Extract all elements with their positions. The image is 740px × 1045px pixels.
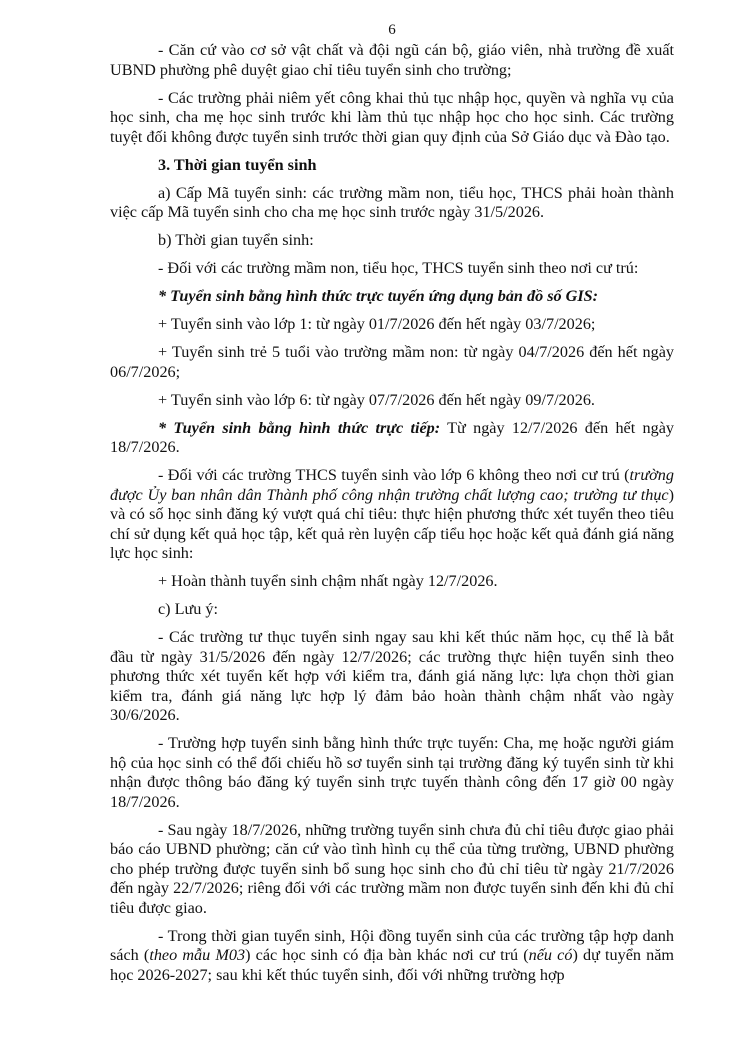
paragraph-residence-based: - Đối với các trường mầm non, tiểu học, THCS tuyển sinh theo nơi cư trú: (158, 259, 639, 277)
paragraph-private-schools: - Các trường tư thục tuyển sinh ngay sau khi kết thúc năm học, cụ thể là bắt đầu từ ngày 31/5/2026 đến ngày 12/7/2026; các trường thực hiện tuyển sinh theo phương thức xét tuyển kết hợp với kiểm tra, đánh giá năng lực: lựa chọn thời gian kiểm tra, đánh giá năng lực hợp lý đảm bảo hoàn thành chậm nhất vào ngày 30/6/2026. (110, 628, 674, 724)
paragraph-completion-deadline: + Hoàn thành tuyển sinh chậm nhất ngày 12/7/2026. (158, 572, 498, 590)
paragraph-non-residence-thcs (110, 466, 674, 564)
non-residence-text-a: - Đối với các trường THCS tuyển sinh vào lớp 6 không theo nơi cư trú ( (158, 466, 630, 484)
paragraph-admission-code: a) Cấp Mã tuyển sinh: các trường mầm non, tiểu học, THCS phải hoàn thành việc cấp Mã tuyển sinh cho cha mẹ học sinh trước ngày 31/5/2026. (110, 183, 674, 221)
paragraph-preschool-dates: + Tuyển sinh trẻ 5 tuổi vào trường mầm non: từ ngày 04/7/2026 đến hết ngày 06/7/2026; (110, 343, 674, 381)
section-heading-admission-time: 3. Thời gian tuyển sinh (158, 155, 317, 174)
direct-admission-label: * Tuyển sinh bằng hình thức trực tiếp: (158, 418, 441, 437)
non-residence-italic: trường được Ủy ban nhân dân Thành phố công nhận trường chất lượng cao; trường tư thục (110, 466, 674, 504)
paragraph-facility-basis: - Căn cứ vào cơ sở vật chất và đội ngũ cán bộ, giáo viên, nhà trường đề xuất UBND phường phê duyệt giao chỉ tiêu tuyển sinh cho trường; (110, 41, 674, 79)
council-text-c: ) dự tuyển năm học 2026-2027; sau khi kết thúc tuyển sinh, đối với những trường hợp (110, 946, 675, 984)
paragraph-online-verification: - Trường hợp tuyển sinh bằng hình thức trực tuyến: Cha, mẹ hoặc người giám hộ của học sinh có thể đối chiếu hồ sơ tuyển sinh tại trường đăng ký tuyển sinh từ khi nhận được thông báo đăng ký tuyển sinh trực tuyến thành công đến 17 giờ 00 ngày 18/7/2026. (110, 734, 674, 811)
council-italic-form: theo mẫu M03 (149, 946, 246, 964)
direct-admission-dates: Từ ngày 12/7/2026 đến hết ngày 18/7/2026. (110, 418, 675, 456)
paragraph-public-posting: - Các trường phải niêm yết công khai thủ tục nhập học, quyền và nghĩa vụ của học sinh, cha mẹ học sinh trước khi làm thủ tục nhập học cho học sinh. Các trường tuyệt đối không được tuyển sinh trước thời gian quy định của Sở Giáo dục và Đào tạo. (110, 88, 674, 146)
paragraph-grade1-dates: + Tuyển sinh vào lớp 1: từ ngày 01/7/2026 đến hết ngày 03/7/2026; (158, 315, 596, 333)
page-number: 6 (388, 22, 396, 38)
paragraph-grade6-dates: + Tuyển sinh vào lớp 6: từ ngày 07/7/2026 đến hết ngày 09/7/2026. (158, 390, 595, 409)
paragraph-direct-admission (110, 419, 674, 458)
non-residence-text-b: ) và có số học sinh đăng ký vượt quá chỉ tiêu: thực hiện phương thức xét tuyển theo tiêu chí sử dụng kết quả học tập, kết quả rèn luyện cấp tiểu học hoặc kết quả đánh giá năng lực học sinh: (110, 485, 674, 562)
paragraph-supplementary-admission: - Sau ngày 18/7/2026, những trường tuyển sinh chưa đủ chỉ tiêu được giao phải báo cáo UBND phường; căn cứ vào tình hình cụ thể của từng trường, UBND phường cho phép trường được tuyển sinh bổ sung học sinh cho đủ chỉ tiêu từ ngày 21/7/2026 đến ngày 22/7/2026; riêng đối với các trường mầm non được tuyển sinh đến khi đủ chỉ tiêu được giao. (110, 820, 674, 917)
council-italic-if-any: nếu có (528, 946, 573, 964)
paragraph-notes-label: c) Lưu ý: (158, 600, 219, 618)
council-text-b: ) các học sinh có địa bàn khác nơi cư trú ( (245, 946, 529, 964)
paragraph-admission-council (110, 927, 674, 986)
council-text-a: - Trong thời gian tuyển sinh, Hội đồng tuyển sinh của các trường tập hợp danh sách ( (110, 926, 674, 964)
paragraph-online-gis-heading: * Tuyển sinh bằng hình thức trực tuyến ứng dụng bản đồ số GIS: (158, 287, 599, 305)
paragraph-admission-time-label: b) Thời gian tuyển sinh: (158, 231, 314, 249)
